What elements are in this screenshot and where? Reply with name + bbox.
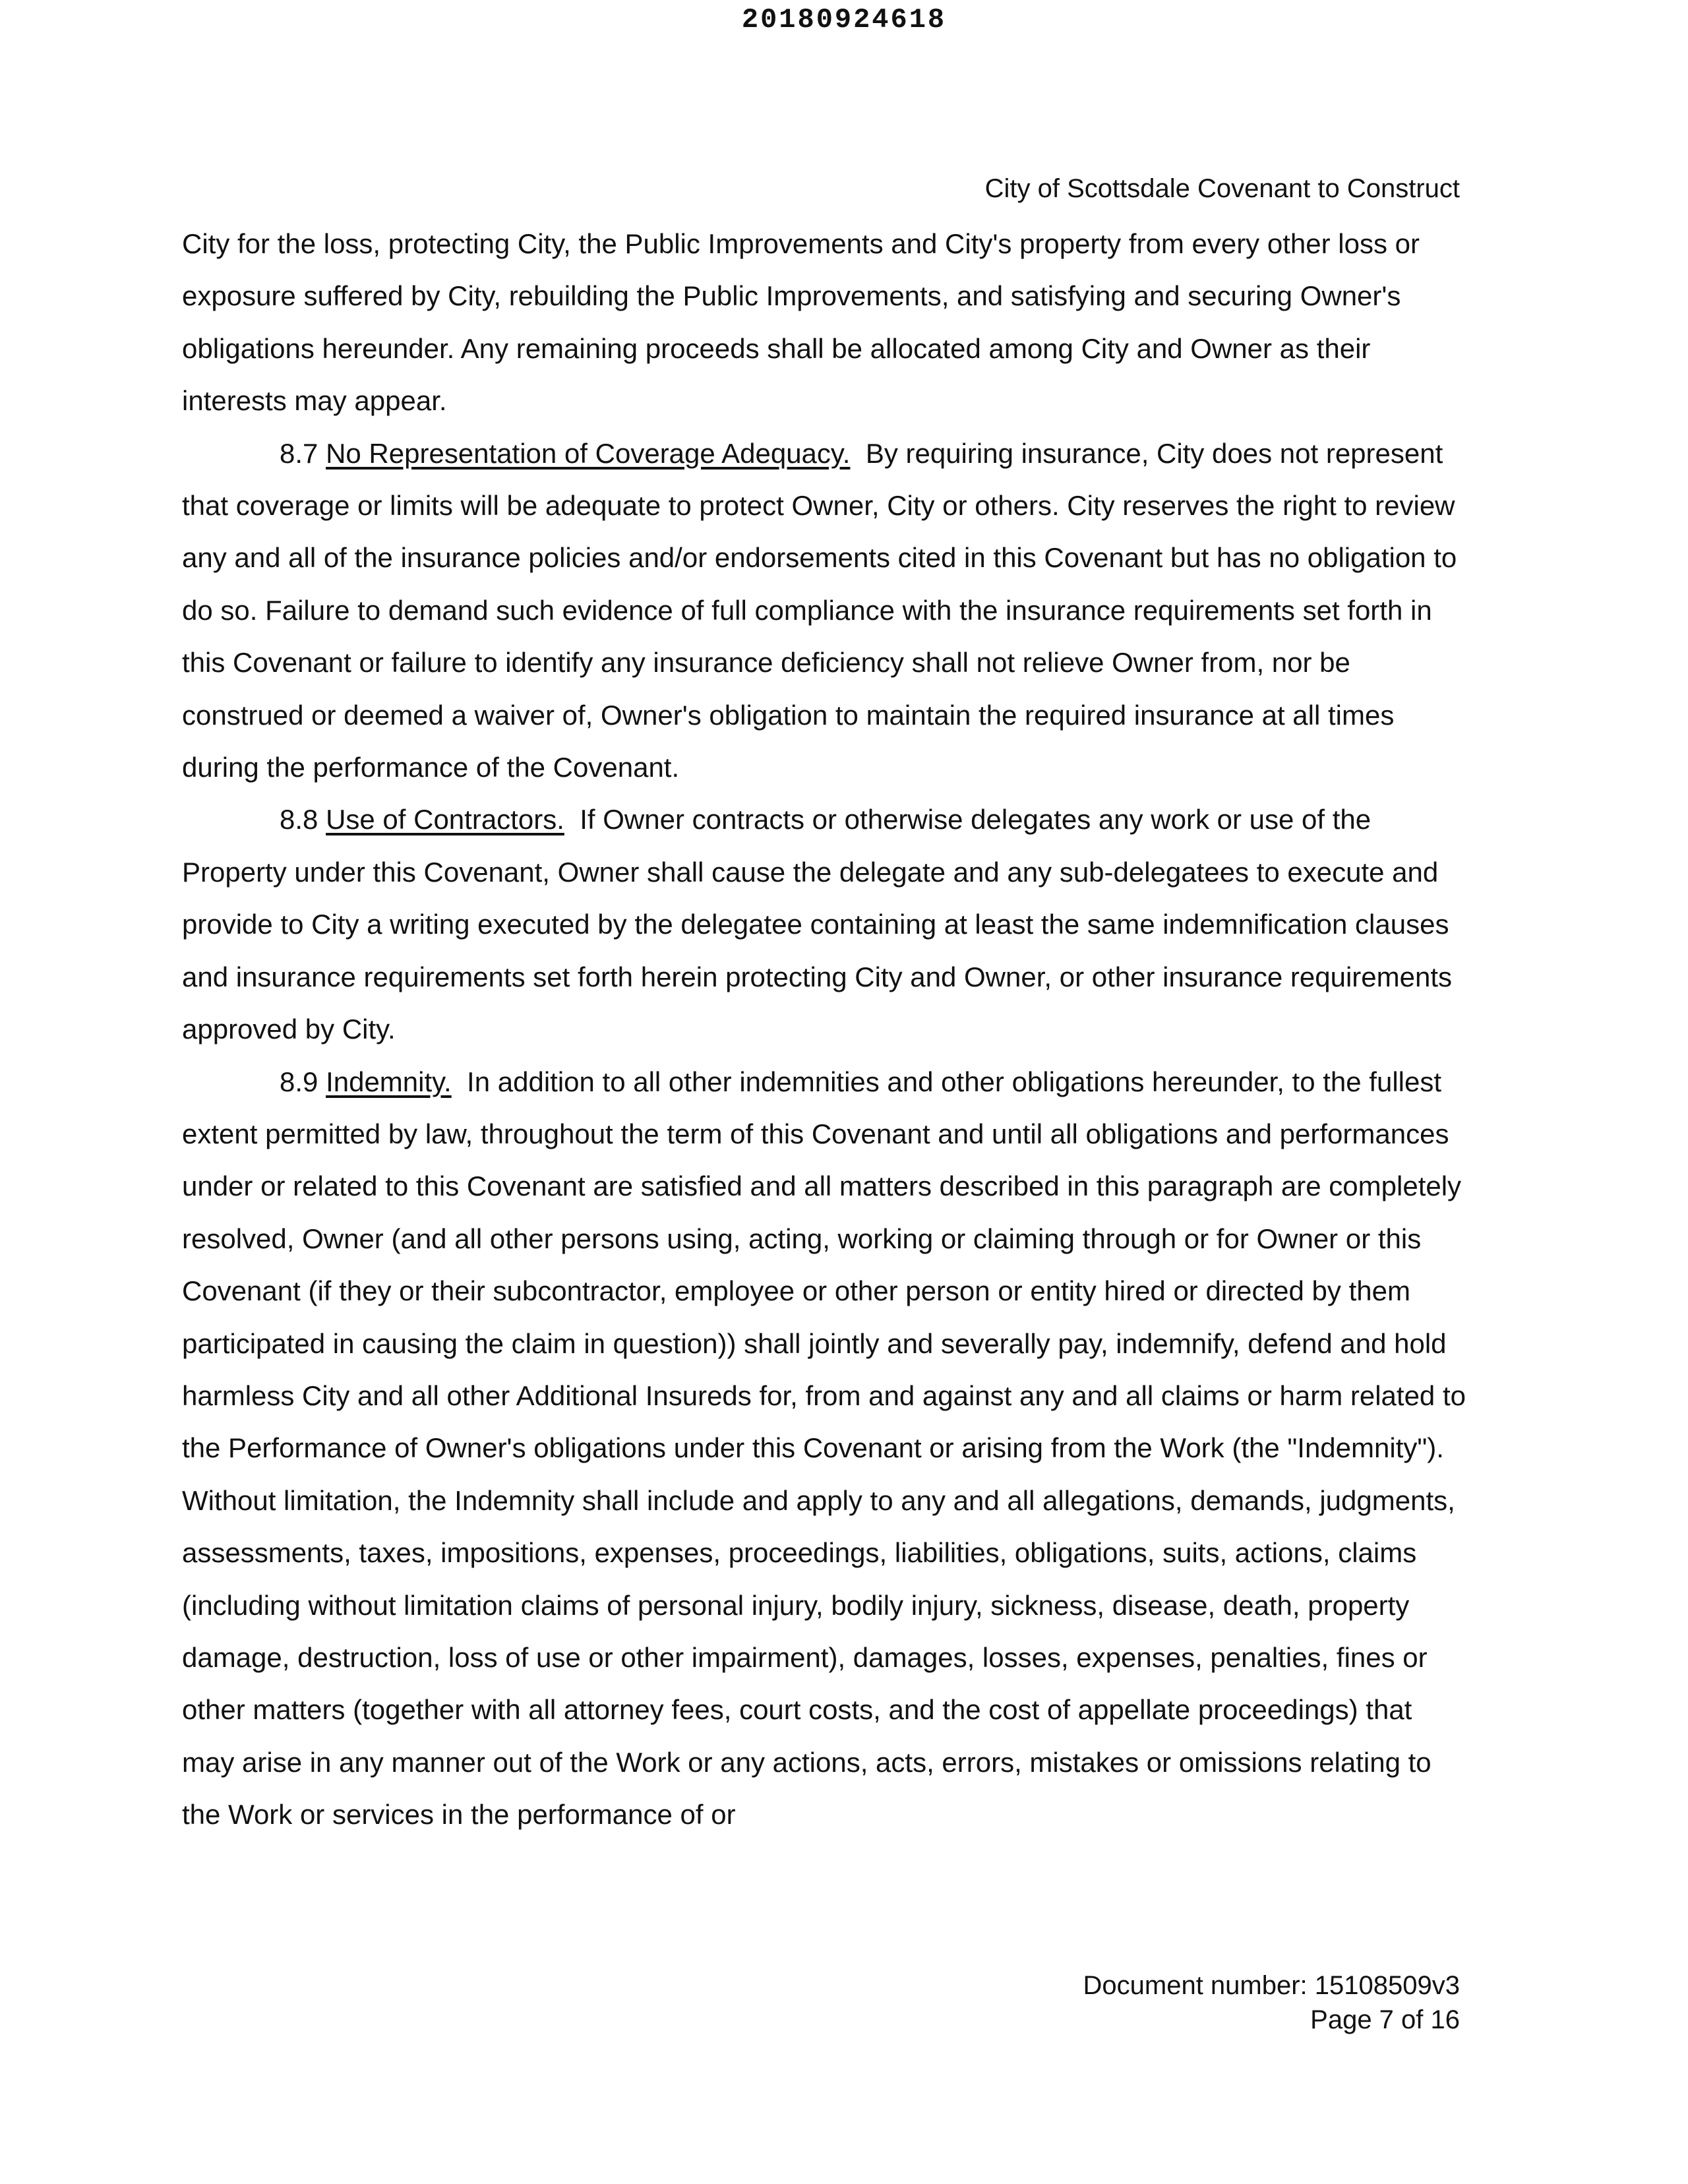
section-heading: Indemnity. [326,1066,452,1097]
section-text: If Owner contracts or otherwise delegates any work or use of the Property under this Covenant, Owner shall cause the delegate and any sub-delegatees to execute and provide to City a writing executed by the delegatee containing at least the same indemnification clauses and insurance requirements set forth herein protecting City and Owner, or other insurance requirements approved by City. [182,804,1453,1045]
section-heading: Use of Contractors. [326,804,564,835]
section-number: 8.8 [280,804,318,835]
running-header: City of Scottsdale Covenant to Construct [984,174,1460,203]
recording-number: 20180924618 [741,4,947,36]
continuation-paragraph: City for the loss, protecting City, the Public Improvements and City's property from every other loss or exposure suffered by City, rebuilding the Public Improvements, and satisfying and securing Owner's obligations hereunder. Any remaining proceeds shall be allocated among City and Owner as their interests may appear. [182,228,1420,417]
section-text: By requiring insurance, City does not represent that coverage or limits will be adequate to protect Owner, City or others. City reserves the right to review any and all of the insurance policies and/or endorsements cited in this Covenant but has no obligation to do so. Failure to demand such evidence of full compliance with the insurance requirements set forth in this Covenant or failure to identify any insurance deficiency shall not relieve Owner from, nor be construed or deemed a waiver of, Owner's obligation to maintain the required insurance at all times during the performance of the Covenant. [182,437,1457,783]
page-footer [1083,1968,1460,2037]
section-8-7 [182,427,1468,794]
section-text: In addition to all other indemnities and other obligations hereunder, to the fullest extent permitted by law, throughout the term of this Covenant and until all obligations and performances under or related to this Covenant are satisfied and all matters described in this paragraph are completely resolved, Owner (and all other persons using, acting, working or claiming through or for Owner or this Covenant (if they or their subcontractor, employee or other person or entity hired or directed by them participated in causing the claim in question)) shall jointly and severally pay, indemnify, defend and hold harmless City and all other Additional Insureds for, from and against any and all claims or harm related to the Performance of Owner's obligations under this Covenant or arising from the Work (the "Indemnity"). Without limitation, the Indemnity shall include and apply to any and all allegations, demands, judgments, assessments, taxes, impositions, expenses, proceedings, liabilities, obligations, suits, actions, claims (including without limitation claims of personal injury, bodily injury, sickness, disease, death, property damage, destruction, loss of use or other impairment), damages, losses, expenses, penalties, fines or other matters (together with all attorney fees, court costs, and the cost of appellate proceedings) that may arise in any manner out of the Work or any actions, acts, errors, mistakes or omissions relating to the Work or services in the performance of or [182,1066,1466,1831]
section-8-9 [182,1056,1468,1841]
section-8-8 [182,793,1468,1055]
section-number: 8.9 [280,1066,318,1097]
page-number: Page 7 of 16 [1310,2005,1460,2034]
section-heading: No Representation of Coverage Adequacy. [326,437,851,469]
document-number: Document number: 15108509v3 [1083,1971,1460,2000]
section-number: 8.7 [280,437,318,469]
document-body [182,218,1468,1841]
